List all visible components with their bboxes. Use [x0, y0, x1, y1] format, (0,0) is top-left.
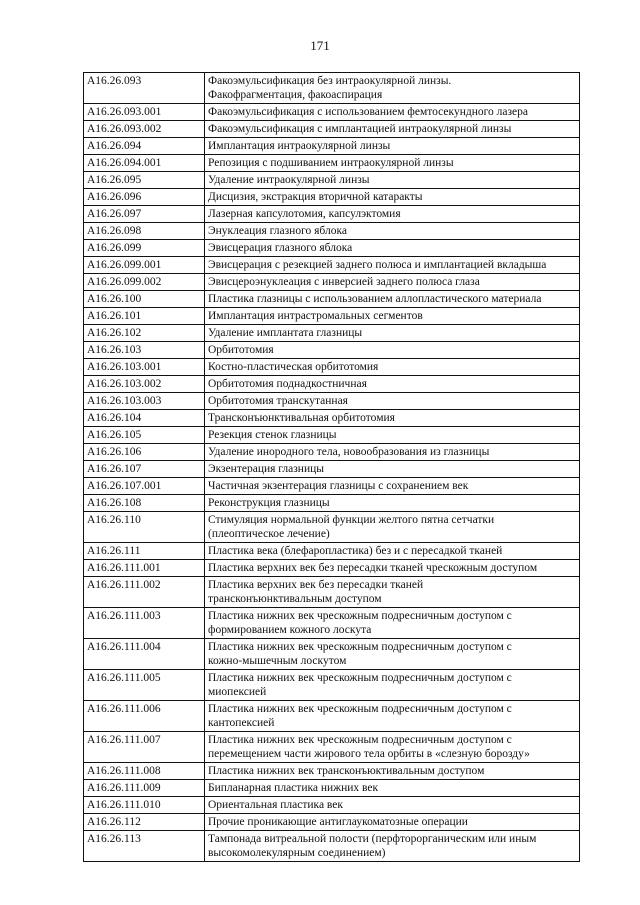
procedure-code: A16.26.093	[84, 73, 205, 104]
procedure-name	[205, 577, 580, 608]
procedure-name-line: Ориентальная пластика век	[208, 799, 343, 811]
procedure-name-line: Пластика глазницы с использованием аллопластического материала	[208, 293, 542, 305]
table-row	[84, 763, 580, 780]
procedure-name-line: Энуклеация глазного яблока	[208, 225, 347, 237]
procedure-name	[205, 814, 580, 831]
table-row	[84, 797, 580, 814]
table-row	[84, 291, 580, 308]
procedure-name	[205, 670, 580, 701]
table-row	[84, 274, 580, 291]
procedure-code: A16.26.112	[84, 814, 205, 831]
procedure-code: A16.26.098	[84, 223, 205, 240]
procedure-name-line: Реконструкция глазницы	[208, 497, 330, 509]
procedure-code: A16.26.111.004	[84, 639, 205, 670]
procedure-name-line: трансконъюнктивальным доступом	[208, 593, 382, 605]
procedure-code: A16.26.111.005	[84, 670, 205, 701]
procedure-code: A16.26.107	[84, 461, 205, 478]
procedure-name	[205, 342, 580, 359]
table-row	[84, 155, 580, 172]
procedure-name	[205, 223, 580, 240]
procedure-name	[205, 608, 580, 639]
procedure-name	[205, 701, 580, 732]
table-row	[84, 257, 580, 274]
table-row	[84, 427, 580, 444]
procedure-name-line: Имплантация интраокулярной линзы	[208, 140, 391, 152]
table-row	[84, 410, 580, 427]
procedure-code: A16.26.094.001	[84, 155, 205, 172]
procedure-name-line: Факоэмульсификация без интраокулярной линзы.	[208, 75, 452, 87]
procedure-name	[205, 257, 580, 274]
procedure-name-line: Факоэмульсификация с имплантацией интраокулярной линзы	[208, 123, 512, 135]
procedure-name-line: высокомолекулярным соединением)	[208, 847, 386, 859]
procedure-name-line: Эвисцероэнуклеация с инверсией заднего полюса глаза	[208, 276, 480, 288]
table-row	[84, 577, 580, 608]
procedure-code: A16.26.111.003	[84, 608, 205, 639]
procedure-code: A16.26.107.001	[84, 478, 205, 495]
procedure-name-line: Факофрагментация, факоаспирация	[208, 89, 383, 101]
procedure-code: A16.26.108	[84, 495, 205, 512]
procedure-name-line: перемещением части жирового тела орбиты в «слезную борозду»	[208, 748, 530, 760]
table-row	[84, 780, 580, 797]
procedure-code: A16.26.103.002	[84, 376, 205, 393]
procedure-name-line: Пластика верхних век без пересадки тканей	[208, 579, 424, 591]
procedure-name	[205, 560, 580, 577]
procedure-name	[205, 291, 580, 308]
procedure-code: A16.26.102	[84, 325, 205, 342]
procedure-name-line: Резекция стенок глазницы	[208, 429, 337, 441]
procedure-code: A16.26.111.001	[84, 560, 205, 577]
procedure-code: A16.26.103.003	[84, 393, 205, 410]
procedure-name	[205, 274, 580, 291]
procedure-name-line: Пластика века (блефаропластика) без и с пересадкой тканей	[208, 545, 503, 557]
procedure-code: A16.26.099.002	[84, 274, 205, 291]
table-row	[84, 444, 580, 461]
table-row	[84, 461, 580, 478]
procedure-name-line: Эвисцерация глазного яблока	[208, 242, 353, 254]
table-row	[84, 121, 580, 138]
table-row	[84, 240, 580, 257]
procedure-name-line: Лазерная капсулотомия, капсулэктомия	[208, 208, 401, 220]
procedure-name	[205, 73, 580, 104]
procedure-name	[205, 393, 580, 410]
procedure-code: A16.26.099	[84, 240, 205, 257]
table-row	[84, 814, 580, 831]
table-row	[84, 393, 580, 410]
procedure-code: A16.26.103.001	[84, 359, 205, 376]
table-row	[84, 639, 580, 670]
procedure-code: A16.26.111.010	[84, 797, 205, 814]
procedure-code: A16.26.095	[84, 172, 205, 189]
procedure-name	[205, 189, 580, 206]
procedure-name	[205, 461, 580, 478]
procedure-code: A16.26.105	[84, 427, 205, 444]
table-row	[84, 608, 580, 639]
table-row	[84, 670, 580, 701]
table-row	[84, 172, 580, 189]
procedure-name-line: Костно-пластическая орбитотомия	[208, 361, 379, 373]
procedure-name-line: Пластика нижних век чрескожным подресничным доступом с	[208, 641, 512, 653]
procedure-name-line: Репозиция с подшиванием интраокулярной линзы	[208, 157, 454, 169]
procedure-name	[205, 104, 580, 121]
table-row	[84, 308, 580, 325]
table-row	[84, 831, 580, 862]
procedure-code: A16.26.111.002	[84, 577, 205, 608]
procedure-name	[205, 495, 580, 512]
table-row	[84, 73, 580, 104]
procedure-name-line: Частичная экзентерация глазницы с сохранением век	[208, 480, 469, 492]
procedure-name	[205, 325, 580, 342]
procedure-name	[205, 376, 580, 393]
procedure-name-line: Пластика нижних век трансконъюктивальным доступом	[208, 765, 485, 777]
procedure-code: A16.26.113	[84, 831, 205, 862]
procedure-name	[205, 797, 580, 814]
table-row	[84, 512, 580, 543]
procedure-name	[205, 639, 580, 670]
page-number: 171	[310, 38, 330, 53]
procedure-code: A16.26.093.001	[84, 104, 205, 121]
procedure-name	[205, 543, 580, 560]
procedure-name-line: Прочие проникающие антиглаукоматозные операции	[208, 816, 468, 828]
procedure-name-line: (плеоптическое лечение)	[208, 528, 330, 540]
procedure-name	[205, 831, 580, 862]
procedure-name-line: Тампонада витреальной полости (перфторорганическим или иным	[208, 833, 537, 845]
procedure-code: A16.26.096	[84, 189, 205, 206]
procedure-name-line: Факоэмульсификация с использованием фемтосекундного лазера	[208, 106, 529, 118]
procedure-code: A16.26.111.009	[84, 780, 205, 797]
procedure-code: A16.26.110	[84, 512, 205, 543]
table-row	[84, 376, 580, 393]
procedure-name-line: Пластика нижних век чрескожным подресничным доступом с	[208, 610, 512, 622]
table-row	[84, 206, 580, 223]
table-body	[84, 73, 580, 862]
procedure-name-line: Орбитотомия поднадкостничная	[208, 378, 367, 390]
procedure-name	[205, 427, 580, 444]
procedure-code: A16.26.093.002	[84, 121, 205, 138]
procedure-name-line: Удаление имплантата глазницы	[208, 327, 363, 339]
procedure-name	[205, 512, 580, 543]
procedure-name-line: Эвисцерация с резекцией заднего полюса и имплантацией вкладыша	[208, 259, 547, 271]
procedure-name	[205, 359, 580, 376]
procedure-name	[205, 780, 580, 797]
procedure-name	[205, 308, 580, 325]
procedure-name-line: Орбитотомия	[208, 344, 274, 356]
table-row	[84, 342, 580, 359]
procedure-code: A16.26.106	[84, 444, 205, 461]
procedure-name-line: формированием кожного лоскута	[208, 624, 372, 636]
procedure-code: A16.26.111.007	[84, 732, 205, 763]
procedure-name-line: Имплантация интрастромальных сегментов	[208, 310, 423, 322]
procedure-name	[205, 732, 580, 763]
table-row	[84, 189, 580, 206]
procedure-code: A16.26.104	[84, 410, 205, 427]
table-row	[84, 701, 580, 732]
procedure-name	[205, 206, 580, 223]
procedure-name-line: Пластика нижних век чрескожным подресничным доступом с	[208, 703, 512, 715]
procedure-name-line: Трансконъюнктивальная орбитотомия	[208, 412, 395, 424]
procedure-code: A16.26.103	[84, 342, 205, 359]
procedure-name	[205, 172, 580, 189]
procedure-name	[205, 444, 580, 461]
table-row	[84, 104, 580, 121]
procedure-code: A16.26.097	[84, 206, 205, 223]
table-row	[84, 478, 580, 495]
procedure-name-line: Бипланарная пластика нижних век	[208, 782, 379, 794]
procedure-name	[205, 410, 580, 427]
procedure-codes-table	[83, 72, 580, 862]
procedure-name	[205, 155, 580, 172]
procedure-name	[205, 138, 580, 155]
procedure-name-line: Удаление инородного тела, новообразования из глазницы	[208, 446, 490, 458]
procedure-name-line: Орбитотомия транскутанная	[208, 395, 348, 407]
procedure-name	[205, 121, 580, 138]
procedure-name-line: Дисцизия, экстракция вторичной катаракты	[208, 191, 423, 203]
procedure-name-line: миопексией	[208, 686, 267, 698]
table-row	[84, 223, 580, 240]
procedure-name-line: Пластика верхних век без пересадки тканей чрескожным доступом	[208, 562, 538, 574]
table-row	[84, 359, 580, 376]
procedure-name-line: Удаление интраокулярной линзы	[208, 174, 370, 186]
procedure-name	[205, 763, 580, 780]
procedure-code: A16.26.100	[84, 291, 205, 308]
table-row	[84, 325, 580, 342]
procedure-code: A16.26.111.006	[84, 701, 205, 732]
table-row	[84, 560, 580, 577]
procedure-code: A16.26.111.008	[84, 763, 205, 780]
procedure-code: A16.26.099.001	[84, 257, 205, 274]
procedure-name-line: Пластика нижних век чрескожным подресничным доступом с	[208, 734, 512, 746]
table-row	[84, 495, 580, 512]
table-row	[84, 543, 580, 560]
procedure-code: A16.26.101	[84, 308, 205, 325]
procedure-name-line: Экзентерация глазницы	[208, 463, 324, 475]
procedure-code: A16.26.094	[84, 138, 205, 155]
table-row	[84, 732, 580, 763]
procedure-name	[205, 240, 580, 257]
procedure-name-line: Стимуляция нормальной функции желтого пятна сетчатки	[208, 514, 495, 526]
procedure-name	[205, 478, 580, 495]
procedure-code: A16.26.111	[84, 543, 205, 560]
procedure-name-line: кантопексией	[208, 717, 275, 729]
procedure-name-line: Пластика нижних век чрескожным подресничным доступом с	[208, 672, 512, 684]
table-row	[84, 138, 580, 155]
procedure-name-line: кожно-мышечным лоскутом	[208, 655, 347, 667]
